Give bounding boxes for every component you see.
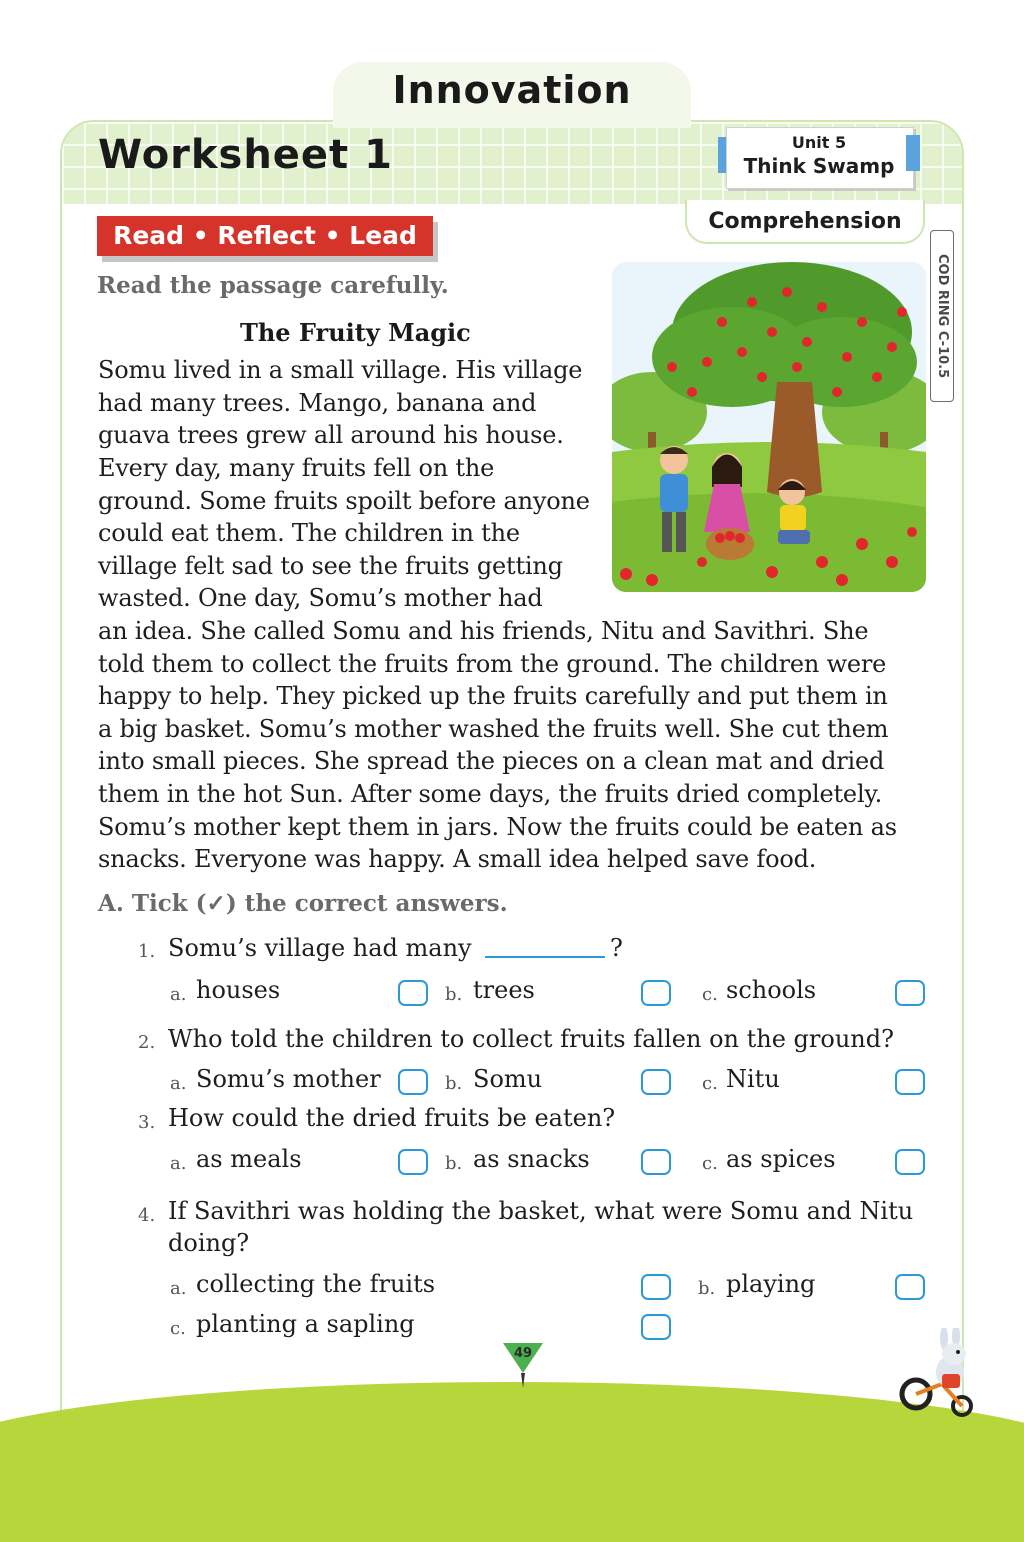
- unit-label: Unit 5: [791, 133, 847, 152]
- option-letter: b.: [445, 1073, 463, 1094]
- option-letter: a.: [170, 1153, 187, 1174]
- question-number: 1.: [138, 941, 156, 962]
- option-letter: b.: [445, 984, 463, 1005]
- passage-line: happy to help. They picked up the fruits carefully and put them in: [98, 682, 888, 710]
- passage-line: guava trees grew all around his house.: [98, 421, 564, 449]
- coding-side-tag-text: COD RING C-10.5: [935, 253, 950, 379]
- question-text: Somu’s village had many: [168, 934, 472, 962]
- option-text: planting a sapling: [196, 1310, 415, 1338]
- option-text: trees: [473, 976, 535, 1004]
- answer-checkbox[interactable]: [398, 1069, 428, 1095]
- question-number: 3.: [138, 1112, 156, 1133]
- passage-line: Somu’s mother kept them in jars. Now the fruits could be eaten as: [98, 813, 897, 841]
- question-text-continued: doing?: [168, 1229, 250, 1257]
- answer-checkbox[interactable]: [641, 1149, 671, 1175]
- bottom-hill-decoration: [0, 1382, 1024, 1542]
- worksheet-title: Worksheet 1: [98, 132, 393, 178]
- question-number: 2.: [138, 1032, 156, 1053]
- option-text: Nitu: [726, 1065, 780, 1093]
- fruit-trees-illustration: [612, 262, 926, 592]
- option-text: schools: [726, 976, 817, 1004]
- option-text: playing: [726, 1270, 816, 1298]
- answer-blank-line: [485, 956, 605, 958]
- option-letter: a.: [170, 984, 187, 1005]
- section-a-heading: A. Tick (✓) the correct answers.: [98, 890, 508, 917]
- passage-line: told them to collect the fruits from the ground. The children were: [98, 650, 887, 678]
- book-title: Innovation: [392, 68, 632, 112]
- option-text: as spices: [726, 1145, 836, 1173]
- answer-checkbox[interactable]: [398, 980, 428, 1006]
- section-label: Comprehension: [708, 209, 902, 234]
- answer-checkbox[interactable]: [641, 1274, 671, 1300]
- question-suffix: ?: [610, 934, 623, 962]
- option-letter: b.: [698, 1278, 716, 1299]
- passage-line: had many trees. Mango, banana and: [98, 389, 537, 417]
- option-letter: a.: [170, 1073, 187, 1094]
- passage-line: could eat them. The children in the: [98, 519, 520, 547]
- passage-line: Every day, many fruits fell on the: [98, 454, 495, 482]
- answer-checkbox[interactable]: [895, 980, 925, 1006]
- option-text: Somu’s mother: [196, 1065, 381, 1093]
- passage-line: a big basket. Somu’s mother washed the fruits well. She cut them: [98, 715, 889, 743]
- answer-checkbox[interactable]: [641, 980, 671, 1006]
- passage-line: ground. Some fruits spoilt before anyone: [98, 487, 590, 515]
- story-title: The Fruity Magic: [240, 318, 471, 347]
- option-letter: c.: [702, 984, 718, 1005]
- passage-line: Somu lived in a small village. His village: [98, 356, 583, 384]
- rabbit-on-bicycle-mascot: [898, 1328, 982, 1420]
- option-text: as snacks: [473, 1145, 590, 1173]
- answer-checkbox[interactable]: [895, 1149, 925, 1175]
- answer-checkbox[interactable]: [895, 1274, 925, 1300]
- read-reflect-lead-banner: Read • Reflect • Lead: [97, 216, 433, 256]
- option-letter: c.: [702, 1153, 718, 1174]
- question-text: How could the dried fruits be eaten?: [168, 1104, 616, 1132]
- question-text: If Savithri was holding the basket, what were Somu and Nitu: [168, 1197, 914, 1225]
- passage-line: wasted. One day, Somu’s mother had: [98, 584, 543, 612]
- passage-line: an idea. She called Somu and his friends, Nitu and Savithri. She: [98, 617, 869, 645]
- answer-checkbox[interactable]: [895, 1069, 925, 1095]
- unit-name: Think Swamp: [743, 154, 895, 178]
- answer-checkbox[interactable]: [641, 1069, 671, 1095]
- option-letter: a.: [170, 1278, 187, 1299]
- option-letter: b.: [445, 1153, 463, 1174]
- option-letter: c.: [702, 1073, 718, 1094]
- passage-instruction: Read the passage carefully.: [97, 272, 449, 299]
- answer-checkbox[interactable]: [641, 1314, 671, 1340]
- option-letter: c.: [170, 1318, 186, 1339]
- answer-checkbox[interactable]: [398, 1149, 428, 1175]
- passage-line: village felt sad to see the fruits getting: [98, 552, 563, 580]
- option-text: as meals: [196, 1145, 302, 1173]
- option-text: houses: [196, 976, 281, 1004]
- passage-line: them in the hot Sun. After some days, the fruits dried completely.: [98, 780, 883, 808]
- question-number: 4.: [138, 1205, 156, 1226]
- passage-line: into small pieces. She spread the pieces on a clean mat and dried: [98, 747, 885, 775]
- option-text: Somu: [473, 1065, 543, 1093]
- passage-line: snacks. Everyone was happy. A small idea helped save food.: [98, 845, 817, 873]
- question-text: Who told the children to collect fruits fallen on the ground?: [168, 1025, 894, 1053]
- option-text: collecting the fruits: [196, 1270, 436, 1298]
- page-number: 49: [513, 1346, 533, 1361]
